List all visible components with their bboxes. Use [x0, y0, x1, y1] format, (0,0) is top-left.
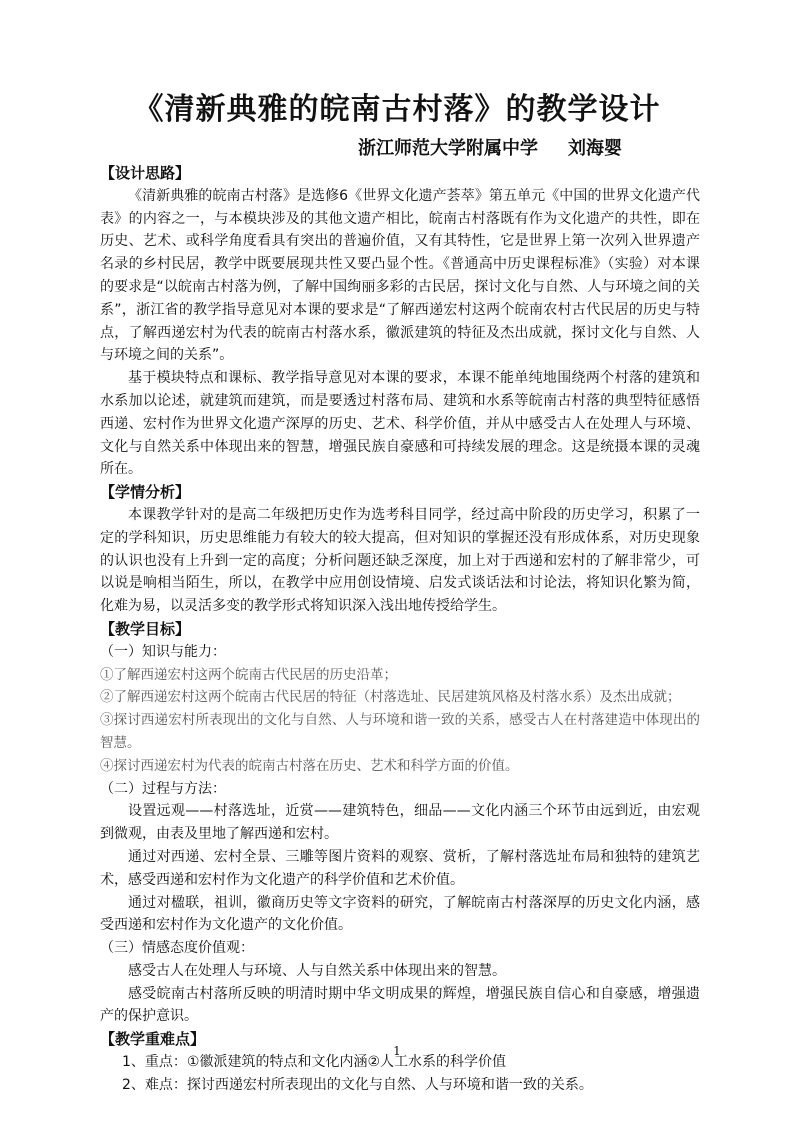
- goals-knowledge-item-3: ③探讨西递宏村所表现出的文化与自然、人与环境和谐一致的关系，感受古人在村落建造中体现出的智慧。: [100, 712, 700, 751]
- author-line: [358, 134, 622, 160]
- goals-method-heading: （二）过程与方法：: [100, 780, 226, 797]
- key-point-1: 1、重点：①徽派建筑的特点和文化内涵②人工水系的科学价值: [122, 1054, 507, 1071]
- goals-knowledge-heading: （一）知识与能力：: [100, 643, 226, 660]
- section-heading-learners: 【学情分析】: [100, 483, 191, 502]
- learners-paragraph: 本课教学针对的是高二年级把历史作为选考科目同学，经过高中阶段的历史学习，积累了一定的学科知识，历史思维能力有较大的较大提高，但对知识的掌握还没有形成体系，对历史现象的认识也没有上升到一定的高度；分析问题还缺乏深度，加上对于西递和宏村的了解非常少，可以说是响相当陌生，所以，在教学中应用创设情境、启发式谈话法和讨论法，将知识化繁为简，化难为易，以灵活多变的教学形式将知识深入浅出地传授给学生。: [100, 506, 700, 615]
- section-heading-goals: 【教学目标】: [100, 619, 191, 638]
- page-number: 1: [393, 1044, 401, 1058]
- author-name: 刘海婴: [568, 138, 622, 159]
- key-point-2: 2、难点：探讨西递宏村所表现出的文化与自然、人与环境和谐一致的关系。: [122, 1076, 593, 1093]
- document-title: 《清新典雅的皖南古村落》的教学设计: [133, 92, 661, 127]
- goals-attitude-paragraph-1: 感受古人在处理人与环境、人与自然关系中体现出来的智慧。: [128, 962, 506, 979]
- design-paragraph-1: 《清新典雅的皖南古村落》是选修6《世界文化遗产荟萃》第五单元《中国的世界文化遗产代表》的内容之一，与本模块涉及的其他文遗产相比，皖南古村落既有作为文化遗产的共性，即在历史、艺术、或科学角度看具有突出的普遍价值，又有其特性，它是世界上第一次列入世界遗产名录的乡村民居，教学中既要展现共性又要凸显个性。《普通高中历史课程标准》（实验）对本课的要求是“以皖南古村落为例，了解中国绚丽多彩的古民居，探讨文化与自然、人与环境之间的关系”，浙江省的教学指导意见对本课的要求是“了解西递宏村这两个皖南农村古代民居的历史与特点，了解西递宏村为代表的皖南古村落水系，徽派建筑的特征及杰出成就，探讨文化与自然、人与环境之间的关系”。: [100, 187, 700, 364]
- section-heading-design: 【设计思路】: [100, 164, 191, 182]
- goals-knowledge-item-2: ②了解西递宏村这两个皖南古代民居的特征（村落选址、民居建筑风格及村落水系）及杰出成就；: [100, 689, 681, 706]
- document-body: [100, 162, 700, 1097]
- goals-attitude-paragraph-2: 感受皖南古村落所反映的明清时期中华文明成果的辉煌，增强民族自信心和自豪感，增强遗产的保护意识。: [100, 985, 700, 1025]
- goals-knowledge-item-1: ①了解西递宏村这两个皖南古代民居的历史沿革；: [100, 666, 397, 683]
- goals-knowledge-item-4: ④探讨西递宏村为代表的皖南古村落在历史、艺术和科学方面的价值。: [100, 757, 519, 774]
- section-heading-key-points: 【教学重难点】: [100, 1030, 206, 1049]
- goals-attitude-heading: （三）情感态度价值观：: [100, 940, 254, 957]
- goals-method-paragraph-1: 设置远观——村落选址，近赏——建筑特色，细品——文化内涵三个环节由远到近，由宏观到微观，由表及里地了解西递和宏村。: [100, 803, 700, 843]
- design-paragraph-2: 基于模块特点和课标、教学指导意见对本课的要求，本课不能单纯地围绕两个村落的建筑和水系加以论述，就建筑而建筑，而是要透过村落布局、建筑和水系等皖南古村落的典型特征感悟西递、宏村作为世界文化遗产深厚的历史、艺术、科学价值，并从中感受古人在处理人与环境、文化与自然关系中体现出来的智慧，增强民族自豪感和可持续发展的理念。这是统摄本课的灵魂所在。: [100, 370, 700, 478]
- goals-method-paragraph-3: 通过对楹联，祖训，徽商历史等文字资料的研究，了解皖南古村落深厚的历史文化内涵，感受西递和宏村作为文化遗产的文化价值。: [100, 894, 700, 934]
- school-name: 浙江师范大学附属中学: [358, 138, 538, 159]
- goals-method-paragraph-2: 通过对西递、宏村全景、三雕等图片资料的观察、赏析，了解村落选址布局和独特的建筑艺术，感受西递和宏村作为文化遗产的科学价值和艺术价值。: [100, 848, 700, 888]
